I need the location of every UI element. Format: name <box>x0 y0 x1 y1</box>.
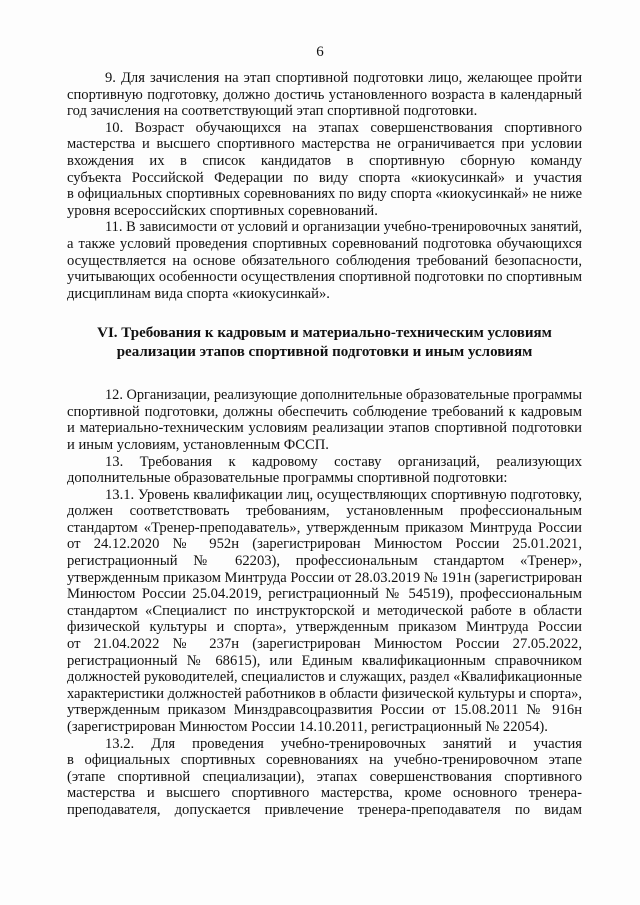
text-line: 11. В зависимости от условий и организации учебно-тренировочных занятий, <box>105 219 583 236</box>
text-line: Минюстом России 25.04.2019, регистрационный № 54519), профессиональным <box>67 586 582 603</box>
text-line: и материально-техническим условиям реализации этапов спортивной подготовки <box>67 420 582 437</box>
paragraph-13-1 <box>67 487 582 736</box>
text-line: и иным условиям, установленным ФССП. <box>67 436 329 453</box>
document-body <box>67 70 582 819</box>
paragraph-12 <box>67 387 582 453</box>
text-line: мастерства и высшего спортивного мастерства, кроме основного тренера- <box>67 785 582 802</box>
paragraph-9 <box>67 70 582 120</box>
text-line: характеристики должностей работников в области физической культуры и спорта», <box>67 685 583 702</box>
text-line: 9. Для зачисления на этап спортивной подготовки лицо, желающее пройти <box>105 70 582 86</box>
text-line: вхождения их в список кандидатов в спортивную сборную команду <box>67 152 582 169</box>
text-line: год зачисления на соответствующий этап спортивной подготовки. <box>67 103 478 120</box>
text-line: должен соответствовать требованиям, установленным профессиональным <box>67 503 582 520</box>
text-line: преподавателя, допускается привлечение тренера-преподавателя по видам <box>67 801 582 818</box>
text-line: от 24.12.2020 № 952н (зарегистрирован Минюстом России 25.01.2021, <box>67 536 582 553</box>
text-line: спортивной подготовки, должны обеспечить соблюдение требований к кадровым <box>67 403 582 420</box>
text-line: субъекта Российской Федерации по виду спорта «киокусинкай» и участия <box>67 169 582 186</box>
text-line: дополнительные образовательные программы спортивной подготовки: <box>67 470 508 487</box>
text-line: учитывающих особенности осуществления спортивной подготовки по спортивным <box>67 269 583 286</box>
text-line: дисциплинам вида спорта «киокусинкай». <box>67 285 330 302</box>
text-line: (зарегистрирован Минюстом России 14.10.2011, регистрационный № 22054). <box>67 719 548 735</box>
text-line: уровня всероссийских спортивных соревнований. <box>67 202 378 219</box>
text-line: в официальных спортивных соревнованиях на учебно-тренировочном этапе <box>67 752 582 769</box>
paragraph-11 <box>67 219 582 302</box>
text-line: мастерства и высшего спортивного мастерства не ограничивается при условии <box>67 136 582 153</box>
heading-line: VI. Требования к кадровым и материально-техническим условиям <box>97 325 552 342</box>
text-line: а также условий проведения спортивных соревнований подготовка обучающихся <box>67 235 582 252</box>
text-line: должностей руководителей, специалистов и служащих, раздел «Квалификационные <box>67 669 583 686</box>
text-line: стандартом «Специалист по инструкторской и методической работе в области <box>67 602 582 619</box>
text-line: утвержденным приказом Минтруда России от 28.03.2019 № 191н (зарегистрирован <box>67 569 583 586</box>
text-line: 13.1. Уровень квалификации лиц, осуществляющих спортивную подготовку, <box>105 486 582 503</box>
text-line: 13. Требования к кадровому составу организаций, реализующих <box>105 453 582 470</box>
text-line: в официальных спортивных соревнованиях по виду спорта «киокусинкай» не ниже <box>67 186 582 203</box>
paragraph-10 <box>67 120 582 220</box>
text-line: спортивную подготовку, должно достичь установленного возраста в календарный <box>67 86 582 103</box>
text-line: 12. Организации, реализующие дополнительные образовательные программы <box>105 387 582 404</box>
text-line: (этапе спортивной специализации), этапах совершенствования спортивного <box>67 768 582 785</box>
paragraph-13 <box>67 454 582 487</box>
text-line: физической культуры и спорта», утвержденным приказом Минтруда России <box>67 619 582 636</box>
paragraph-13-2 <box>67 736 582 819</box>
text-line: осуществляется на основе обязательного соблюдения требований безопасности, <box>67 252 582 269</box>
text-line: регистрационный № 62203), профессиональным стандартом «Тренер», <box>67 553 582 570</box>
section-heading <box>67 324 582 361</box>
text-line: 13.2. Для проведения учебно-тренировочных занятий и участия <box>105 735 582 752</box>
text-line: регистрационный № 68615), или Единым квалификационным справочником <box>67 652 582 669</box>
text-line: от 21.04.2022 № 237н (зарегистрирован Минюстом России 27.05.2022, <box>67 636 582 653</box>
text-line: утвержденным приказом Минздравсоцразвития России от 15.08.2011 № 916н <box>67 702 582 719</box>
page-number: 6 <box>316 44 324 60</box>
text-line: стандартом «Тренер-преподаватель», утвержденным приказом Минтруда России <box>67 519 582 536</box>
heading-line: реализации этапов спортивной подготовки и иным условиям <box>116 343 533 360</box>
text-line: 10. Возраст обучающихся на этапах совершенствования спортивного <box>105 119 582 136</box>
